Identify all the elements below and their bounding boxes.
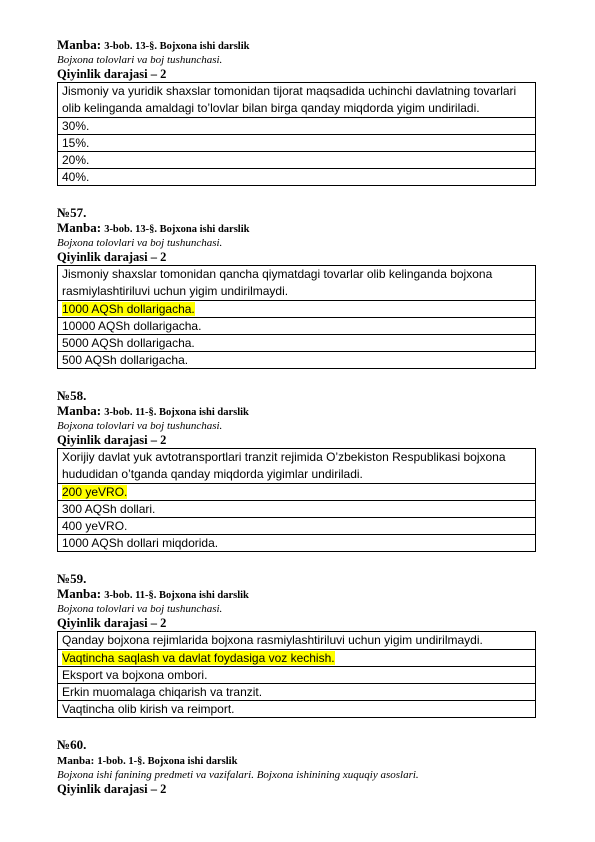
topic-line: Bojxona ishi fanining predmeti va vazifalari. Bojxona ishinining xuquqiy asoslari. [57,769,419,781]
question-table [57,82,536,186]
source-line: Manba: 3-bob. 13-§. Bojxona ishi darslik [57,220,250,235]
answer-option: Eksport va bojxona ombori. [58,667,536,684]
question-table [57,448,536,552]
question-text: Jismoniy shaxslar tomonidan qancha qiymatdagi tovarlar olib kelinganda bojxona rasmiylashtiriluvi uchun yigim undirilmaydi. [58,266,536,301]
source-line: Manba: 1-bob. 1-§. Bojxona ishi darslik [57,755,238,767]
question-table [57,265,536,369]
document-page [57,38,536,797]
answer-option: 400 yeVRO. [58,518,536,535]
question-block-60 [57,737,536,797]
question-text: Xorijiy davlat yuk avtotransportlari tranzit rejimida O’zbekiston Respublikasi bojxona hududidan o’tganda qanday miqdorda yigimlar undiriladi. [58,449,536,484]
question-text: Qanday bojxona rejimlarida bojxona rasmiylashtiriluvi uchun yigim undirilmaydi. [58,632,536,650]
answer-option-correct: Vaqtincha saqlash va davlat foydasiga voz kechish. [58,650,536,667]
answer-option-correct: 1000 AQSh dollarigacha. [58,301,536,318]
answer-option: 10000 AQSh dollarigacha. [58,318,536,335]
question-number: №60. [57,737,87,752]
topic-line: Bojxona tolovlari va boj tushunchasi. [57,420,223,432]
difficulty-level: Qiyinlik darajasi – 2 [57,67,167,81]
question-number: №58. [57,388,87,403]
source-line: Manba: 3-bob. 11-§. Bojxona ishi darslik [57,586,249,601]
answer-option: 5000 AQSh dollarigacha. [58,335,536,352]
topic-line: Bojxona tolovlari va boj tushunchasi. [57,603,223,615]
topic-line: Bojxona tolovlari va boj tushunchasi. [57,237,223,249]
question-table [57,631,536,718]
source-line: Manba: 3-bob. 13-§. Bojxona ishi darslik [57,37,250,52]
source-line: Manba: 3-bob. 11-§. Bojxona ishi darslik [57,403,249,418]
answer-option: 300 AQSh dollari. [58,501,536,518]
answer-option: 40%. [58,169,536,186]
difficulty-level: Qiyinlik darajasi – 2 [57,250,167,264]
difficulty-level: Qiyinlik darajasi – 2 [57,433,167,447]
answer-option: 500 AQSh dollarigacha. [58,352,536,369]
answer-option-correct: 200 yeVRO. [58,484,536,501]
question-number: №57. [57,205,87,220]
answer-option: Erkin muomalaga chiqarish va tranzit. [58,684,536,701]
difficulty-level: Qiyinlik darajasi – 2 [57,616,167,630]
question-number: №59. [57,571,87,586]
answer-option: 15%. [58,135,536,152]
answer-option: Vaqtincha olib kirish va reimport. [58,701,536,718]
question-block-58 [57,388,536,552]
question-text: Jismoniy va yuridik shaxslar tomonidan tijorat maqsadida uchinchi davlatning tovarlari olib kelinganda amaldagi to’lovlar bilan birga qanday miqdorda yigim undiriladi. [58,83,536,118]
answer-option: 30%. [58,118,536,135]
question-block-56 [57,38,536,186]
answer-option: 20%. [58,152,536,169]
question-block-59 [57,571,536,718]
answer-option: 1000 AQSh dollari miqdorida. [58,535,536,552]
difficulty-level: Qiyinlik darajasi – 2 [57,782,167,796]
question-block-57 [57,205,536,369]
topic-line: Bojxona tolovlari va boj tushunchasi. [57,54,223,66]
